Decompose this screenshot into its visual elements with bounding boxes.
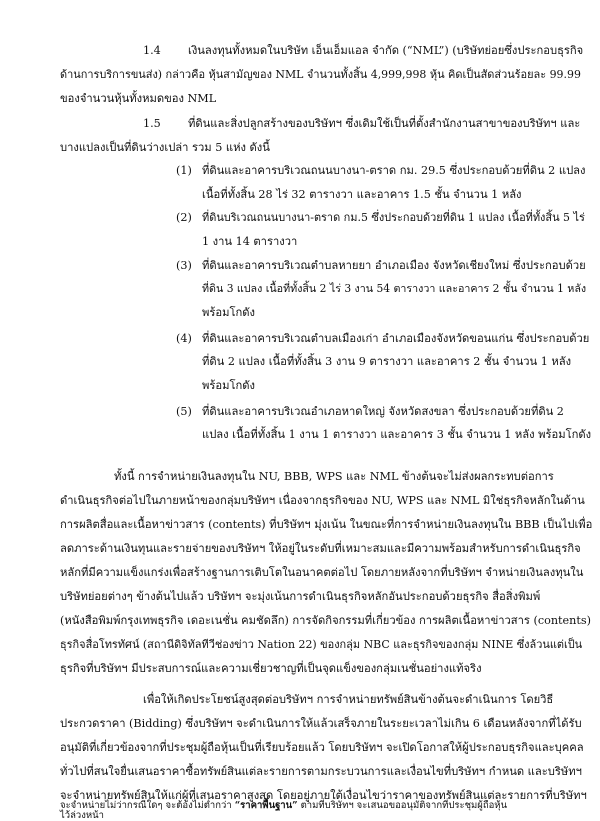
section-number-1-5: 1.5	[143, 117, 161, 130]
para2-line: อนุมัติที่เกี่ยวข้องจากที่ประชุมผู้ถือหุ้นเป็นที่เรียบร้อยแล้ว โดยบริษัทฯ จะเปิดโอกาสให้ผู้ประกอบธุรกิจและบุคคล	[60, 741, 584, 754]
para2-last-line: ไว้ล่วงหน้า	[60, 810, 104, 821]
para1-line: หลักที่มีความแข็งแกร่งเพื่อสร้างฐานการเติบโตในอนาคตต่อไป โดยภายหลังจากที่บริษัทฯ จำหน่ายเงินลงทุนใน	[60, 566, 584, 579]
para1-line: ลดภาระด้านเงินทุนและรายจ่ายของบริษัทฯ ให้อยู่ในระดับที่เหมาะสมและมีความพร้อมสำหรับการดำเนินธุรกิจ	[60, 542, 581, 555]
para1-line: (หนังสือพิมพ์กรุงเทพธุรกิจ เดอะเนชั่น คมชัดลึก) การจัดกิจกรรมที่เกี่ยวข้อง การผลิตเนื้อหาข่าวสาร (contents)	[60, 614, 591, 627]
list-item-line: ที่ดินและอาคารบริเวณตำบลหายยา อำเภอเมือง จังหวัดเชียงใหม่ ซึ่งประกอบด้วย	[202, 259, 586, 272]
sec-1-5-line-2: บางแปลงเป็นที่ดินว่างเปล่า รวม 5 แห่ง ดังนี้	[60, 141, 270, 154]
para2-line: ทั่วไปที่สนใจยื่นเสนอราคาซื้อทรัพย์สินแต่ละรายการตามกระบวนการและเงื่อนไขที่บริษัทฯ กำหนด และบริษัทฯ	[60, 765, 582, 778]
list-item-line: พร้อมโกดัง	[202, 306, 255, 319]
section-number-1-4: 1.4	[143, 44, 161, 57]
list-item-line: 1 งาน 14 ตารางวา	[202, 235, 298, 248]
sec-1-4-line-1: เงินลงทุนทั้งหมดในบริษัท เอ็นเอ็มแอล จำกัด (“NML”) (บริษัทย่อยซึ่งประกอบธุรกิจ	[188, 44, 584, 57]
para1-line: บริษัทย่อยต่างๆ ข้างต้นไปแล้ว บริษัทฯ จะมุ่งเน้นการดำเนินธุรกิจหลักอันประกอบด้วยธุรกิจ สื่อสิ่งพิมพ์	[60, 590, 541, 603]
list-item-number: (5)	[176, 405, 192, 418]
sec-1-4-line-2: ด้านการบริการขนส่ง) กล่าวคือ หุ้นสามัญของ NML จำนวนทั้งสิ้น 4,999,998 หุ้น คิดเป็นสัดส่วนร้อยละ 99.99	[60, 68, 581, 81]
list-item-number: (3)	[176, 259, 192, 272]
para2-line-with-bold: จะจำหน่ายไม่ว่ากรณีใดๆ จะต้องไม่ต่ำกว่า “ราคาพื้นฐาน” ตามที่บริษัทฯ จะเสนอขออนุมัติจากที่ประชุมผู้ถือหุ้น	[60, 800, 508, 811]
list-item-number: (1)	[176, 164, 192, 177]
para1-line: ดำเนินธุรกิจต่อไปในภายหน้าของกลุ่มบริษัทฯ เนื่องจากธุรกิจของ NU, WPS และ NML มิใช่ธุรกิจหลักในด้าน	[60, 494, 585, 507]
list-item-line: ที่ดิน 2 แปลง เนื้อที่ทั้งสิ้น 3 งาน 9 ตารางวา และอาคาร 2 ชั้น จำนวน 1 หลัง	[202, 355, 572, 368]
para1-line: ทั้งนี้ การจำหน่ายเงินลงทุนใน NU, BBB, WPS และ NML ข้างต้นจะไม่ส่งผลกระทบต่อการ	[114, 470, 554, 483]
list-item-line: ที่ดิน 3 แปลง เนื้อที่ทั้งสิ้น 2 ไร่ 3 งาน 54 ตารางวา และอาคาร 2 ชั้น จำนวน 1 หลัง	[202, 282, 587, 295]
para2-line: ประกวดราคา (Bidding) ซึ่งบริษัทฯ จะดำเนินการให้แล้วเสร็จภายในระยะเวลาไม่เกิน 6 เดือนหลังจากที่ได้รับ	[60, 717, 582, 730]
list-item-line: ที่ดินและอาคารบริเวณตำบลเมืองเก่า อำเภอเมืองจังหวัดขอนแก่น ซึ่งประกอบด้วย	[202, 332, 590, 345]
list-item-number: (4)	[176, 332, 192, 345]
list-item-line: ที่ดินและอาคารบริเวณถนนบางนา-ตราด กม. 29.5 ซึ่งประกอบด้วยที่ดิน 2 แปลง	[202, 164, 586, 177]
list-item-line: ที่ดินและอาคารบริเวณอำเภอหาดใหญ่ จังหวัดสงขลา ซึ่งประกอบด้วยที่ดิน 2	[202, 405, 564, 418]
list-item-line: พร้อมโกดัง	[202, 379, 255, 392]
para1-line: การผลิตสื่อและเนื้อหาข่าวสาร (contents) ที่บริษัทฯ มุ่งเน้น ในขณะที่การจำหน่ายเงินลงทุนใน BBB เป็นไปเพื่อ	[60, 518, 593, 531]
list-item-line: ที่ดินบริเวณถนนบางนา-ตราด กม.5 ซึ่งประกอบด้วยที่ดิน 1 แปลง เนื้อที่ทั้งสิ้น 5 ไร่	[202, 211, 585, 224]
sec-1-4-line-3: ของจำนวนหุ้นทั้งหมดของ NML	[60, 92, 217, 105]
para1-line: ธุรกิจสื่อโทรทัศน์ (สถานีดิจิทัลทีวีช่องข่าว Nation 22) ของกลุ่ม NBC และธุรกิจของกลุ่ม NINE ซึ่งล้วนแต่เป็น	[60, 638, 583, 651]
para2-line: เพื่อให้เกิดประโยชน์สูงสุดต่อบริษัทฯ การจำหน่ายทรัพย์สินข้างต้นจะดำเนินการ โดยวิธี	[143, 693, 554, 706]
list-item-line: แปลง เนื้อที่ทั้งสิ้น 1 งาน 1 ตารางวา และอาคาร 3 ชั้น จำนวน 1 หลัง พร้อมโกดัง	[202, 428, 592, 441]
sec-1-5-line-1: ที่ดินและสิ่งปลูกสร้างของบริษัทฯ ซึ่งเดิมใช้เป็นที่ตั้งสำนักงานสาขาของบริษัทฯ และ	[188, 117, 581, 130]
para2-line: จะจำหน่ายทรัพย์สินให้แก่ผู้ที่เสนอราคาสูงสุด โดยอยู่ภายใต้เงื่อนไขว่าราคาของทรัพย์สินแต่ละรายการที่บริษัทฯ	[60, 789, 587, 802]
list-item-line: เนื้อที่ทั้งสิ้น 28 ไร่ 32 ตารางวา และอาคาร 1.5 ชั้น จำนวน 1 หลัง	[202, 188, 522, 201]
base-price-term: “ราคาพื้นฐาน”	[234, 800, 298, 811]
list-item-number: (2)	[176, 211, 192, 224]
para1-line: ธุรกิจที่บริษัทฯ มีประสบการณ์และความเชี่ยวชาญที่เป็นจุดแข็งของกลุ่มเนชั่นอย่างแท้จริง	[60, 662, 482, 675]
